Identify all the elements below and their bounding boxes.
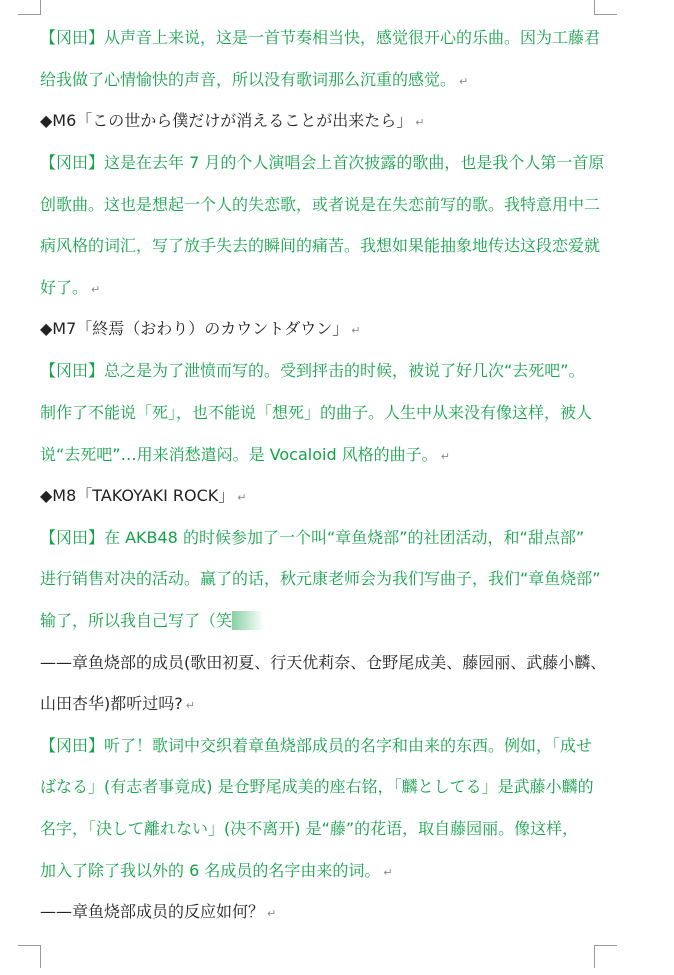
text-line <box>40 528 584 548</box>
line-text: 给我做了心情愉快的声音，所以没有歌词那么沉重的感觉。 <box>40 70 457 89</box>
line-text: 名字，「決して離れない」(决不离开) 是“藤”的花语，取自藤园丽。像这样， <box>40 819 579 838</box>
paragraph-mark-icon: ↵ <box>91 283 101 296</box>
line-text: ばなる」(有志者事竟成) 是仓野尾成美的座右铭，「麟としてる」是武藤小麟的 <box>40 777 594 796</box>
line-text: 创歌曲。这也是想起一个人的失恋歌，或者说是在失恋前写的歌。我特意用中二 <box>40 195 601 214</box>
text-line <box>40 195 600 215</box>
text-line <box>40 70 468 92</box>
text-line <box>40 611 264 631</box>
paragraph-mark-icon: ↵ <box>267 907 277 920</box>
line-text: 输了，所以我自己写了（笑 <box>40 611 233 630</box>
line-text: 病风格的词汇，写了放手失去的瞬间的痛苦。我想如果能抽象地传达这段恋爱就 <box>40 236 601 255</box>
line-text: 【冈田】从声音上来说，这是一首节奏相当快，感觉很开心的乐曲。因为工藤君 <box>40 28 601 47</box>
text-line <box>40 111 425 133</box>
text-line <box>40 694 195 716</box>
line-text: ◆M6「この世から僕だけが消えることが出来たら」 <box>40 111 413 130</box>
line-text: 山田杏华)都听过吗? <box>40 694 183 713</box>
line-text: 进行销售对决的活动。赢了的话，秋元康老师会为我们写曲子，我们“章鱼烧部” <box>40 569 601 588</box>
paragraph-mark-icon: ↵ <box>440 450 450 463</box>
paragraph-mark-icon: ↵ <box>383 866 393 879</box>
text-line <box>40 736 592 756</box>
line-text: 制作了不能说「死」，也不能说「想死」的曲子。人生中从来没有像这样，被人 <box>40 403 593 422</box>
crop-mark-top-left <box>18 0 41 15</box>
text-line <box>40 569 601 589</box>
text-line <box>40 653 606 673</box>
crop-mark-bottom-left <box>18 945 41 968</box>
paragraph-mark-icon: ↵ <box>351 324 361 337</box>
paragraph-mark-icon: ↵ <box>459 75 469 88</box>
line-text: ◆M8「TAKOYAKI ROCK」 <box>40 486 235 505</box>
line-text: 好了。 <box>40 278 89 297</box>
text-line <box>40 486 246 508</box>
line-text: 【冈田】听了！歌词中交织着章鱼烧部成员的名字和由来的东西。例如，「成せ <box>40 736 593 755</box>
text-line <box>40 861 393 883</box>
text-line <box>40 403 592 423</box>
text-line <box>40 902 276 924</box>
line-text: 加入了除了我以外的 6 名成员的名字由来的词。 <box>40 861 381 880</box>
crop-mark-top-right <box>594 0 617 15</box>
line-text: 【冈田】总之是为了泄愤而写的。受到抨击的时候，被说了好几次“去死吧”。 <box>40 361 585 380</box>
paragraph-mark-icon: ↵ <box>415 116 425 129</box>
line-text: ——章鱼烧部的成员(歌田初夏、行天优莉奈、仓野尾成美、藤园丽、武藤小麟、 <box>40 653 607 672</box>
line-text: 说“去死吧”…用来消愁遣闷。是 Vocaloid 风格的曲子。 <box>40 445 438 464</box>
text-line <box>40 278 100 300</box>
text-line <box>40 28 600 48</box>
paragraph-mark-icon: ↵ <box>185 699 195 712</box>
text-line <box>40 361 585 381</box>
text-line <box>40 153 604 173</box>
paragraph-mark-icon: ↵ <box>237 491 247 504</box>
text-line <box>40 445 450 467</box>
text-line <box>40 319 361 341</box>
text-line <box>40 819 578 839</box>
line-text: ◆M7「終焉（おわり）のカウントダウン」 <box>40 319 349 338</box>
line-text: 【冈田】这是在去年 7 月的个人演唱会上首次披露的歌曲，也是我个人第一首原 <box>40 153 605 172</box>
line-text: 【冈田】在 AKB48 的时候参加了一个叫“章鱼烧部”的社团活动，和“甜点部” <box>40 528 585 547</box>
faded-text-tail <box>232 611 264 630</box>
text-line <box>40 777 594 797</box>
line-text: ——章鱼烧部成员的反应如何？ <box>40 902 265 921</box>
text-line <box>40 236 600 256</box>
crop-mark-bottom-right <box>594 945 617 968</box>
